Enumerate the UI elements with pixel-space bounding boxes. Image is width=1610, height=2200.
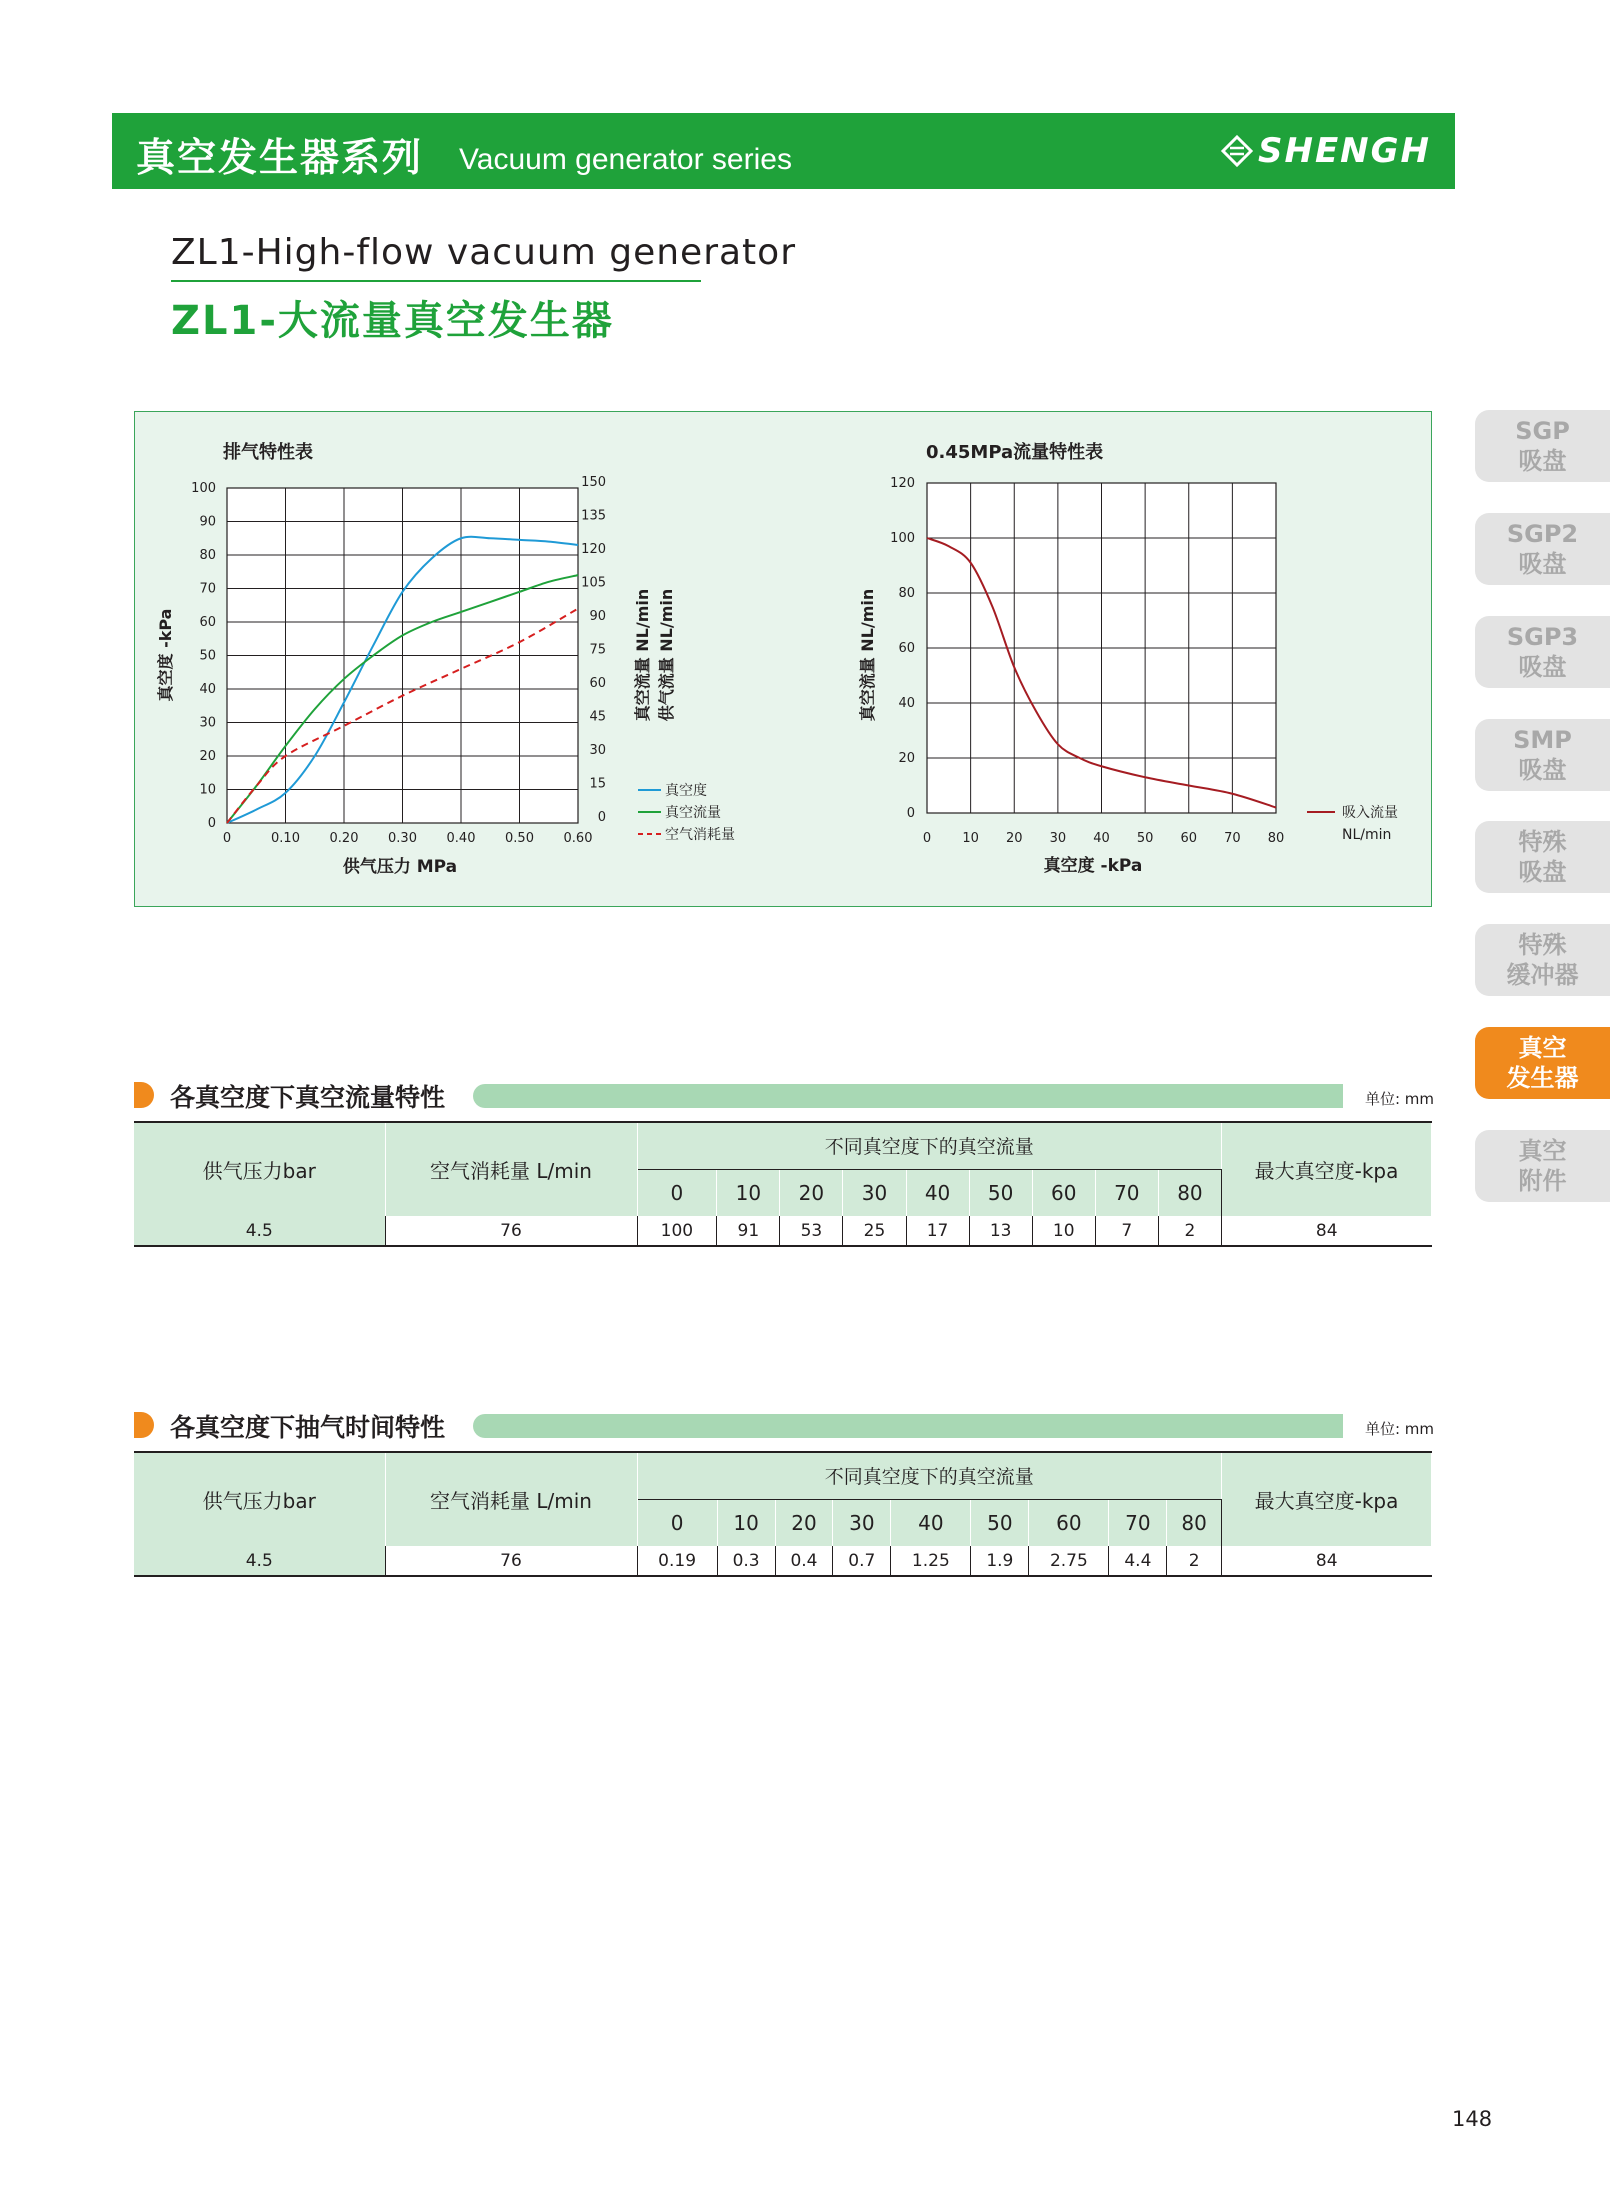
product-title-en: ZL1-High-flow vacuum generator bbox=[171, 232, 797, 273]
y2-axis-label: 供气流量 NL/min bbox=[657, 588, 676, 722]
category-tab[interactable] bbox=[1475, 924, 1610, 996]
cell-consumption: 76 bbox=[385, 1216, 637, 1246]
y2-tick-label: 90 bbox=[589, 609, 606, 624]
section-marker bbox=[134, 1412, 154, 1438]
level-head: 50 bbox=[969, 1169, 1032, 1216]
unit-label: 单位: mm bbox=[1364, 1090, 1434, 1108]
x-tick-label: 0 bbox=[922, 831, 932, 846]
x-tick-label: 20 bbox=[1005, 831, 1023, 846]
col-head-consumption: 空气消耗量 L/min bbox=[385, 1122, 637, 1216]
series-title-cn: 真空发生器系列 bbox=[136, 136, 424, 181]
x-tick-label: 0.20 bbox=[329, 831, 359, 846]
legend-label: 吸入流量 bbox=[1342, 805, 1398, 821]
y-axis-label: 真空度 -kPa bbox=[156, 608, 175, 702]
y2-tick-label: 60 bbox=[589, 676, 606, 691]
y-tick-label: 100 bbox=[191, 481, 216, 496]
tab-label: 缓冲器 bbox=[1506, 961, 1579, 989]
y2-tick-label: 150 bbox=[581, 475, 606, 490]
y-tick-label: 0 bbox=[906, 806, 915, 821]
y2-tick-label: 15 bbox=[589, 776, 606, 792]
category-tab[interactable] bbox=[1475, 616, 1610, 688]
level-head: 80 bbox=[1167, 1499, 1222, 1546]
tab-label: SGP bbox=[1515, 417, 1570, 445]
y2-tick-label: 30 bbox=[589, 743, 606, 758]
section-header-flow bbox=[134, 1078, 1434, 1112]
y-tick-label: 50 bbox=[199, 648, 216, 664]
y-tick-label: 60 bbox=[199, 615, 216, 630]
x-tick-label: 70 bbox=[1224, 831, 1241, 846]
tab-label: 吸盘 bbox=[1518, 447, 1567, 475]
y2-tick-label: 0 bbox=[597, 810, 606, 825]
chart-panel bbox=[134, 411, 1432, 907]
y-tick-label: 80 bbox=[898, 586, 915, 601]
level-head: 50 bbox=[971, 1499, 1029, 1546]
col-head-group: 不同真空度下的真空流量 bbox=[637, 1452, 1222, 1499]
tab-label: 附件 bbox=[1518, 1167, 1567, 1195]
section-marker bbox=[134, 1082, 154, 1108]
chart-title: 排气特性表 bbox=[223, 442, 313, 463]
y-tick-label: 100 bbox=[890, 531, 915, 546]
x-tick-label: 0.60 bbox=[563, 831, 593, 846]
category-tab[interactable] bbox=[1475, 1027, 1610, 1099]
series-title-en: Vacuum generator series bbox=[459, 143, 792, 176]
section-bar bbox=[473, 1414, 1343, 1438]
x-axis-label: 供气压力 MPa bbox=[342, 857, 458, 877]
tab-label: 发生器 bbox=[1506, 1064, 1579, 1092]
tab-label: 吸盘 bbox=[1518, 858, 1567, 886]
cell-pressure: 4.5 bbox=[134, 1216, 385, 1246]
cell-value: 91 bbox=[717, 1216, 780, 1246]
x-tick-label: 0.10 bbox=[271, 831, 300, 846]
tab-label: 特殊 bbox=[1518, 931, 1567, 959]
y2-tick-label: 105 bbox=[581, 575, 606, 591]
section-header-time bbox=[134, 1408, 1434, 1442]
cell-value: 10 bbox=[1032, 1216, 1095, 1246]
x-tick-label: 0.40 bbox=[446, 831, 476, 846]
x-tick-label: 60 bbox=[1180, 831, 1198, 846]
col-head-pressure: 供气压力bar bbox=[134, 1122, 385, 1216]
cell-value: 53 bbox=[780, 1216, 843, 1246]
x-tick-label: 30 bbox=[1049, 831, 1067, 846]
time-table bbox=[134, 1451, 1432, 1577]
tab-label: 真空 bbox=[1518, 1137, 1567, 1165]
cell-value: 1.9 bbox=[971, 1546, 1029, 1576]
y2-tick-label: 120 bbox=[581, 542, 606, 557]
y-tick-label: 80 bbox=[199, 548, 216, 563]
y-tick-label: 20 bbox=[898, 751, 915, 766]
y-tick-label: 60 bbox=[898, 641, 915, 656]
y-tick-label: 10 bbox=[199, 782, 216, 798]
level-head: 40 bbox=[906, 1169, 969, 1216]
legend-label: 真空度 bbox=[665, 783, 707, 799]
y-tick-label: 70 bbox=[199, 581, 216, 597]
product-title-cn: ZL1-大流量真空发生器 bbox=[171, 298, 614, 344]
table-row bbox=[134, 1546, 1432, 1576]
cell-max: 84 bbox=[1222, 1216, 1432, 1246]
y-tick-label: 90 bbox=[199, 514, 216, 530]
section-bar bbox=[473, 1084, 1343, 1108]
table-row bbox=[134, 1216, 1432, 1246]
level-head: 20 bbox=[780, 1169, 843, 1216]
y-tick-label: 40 bbox=[898, 696, 915, 711]
tab-label: 真空 bbox=[1518, 1034, 1567, 1062]
level-head: 80 bbox=[1158, 1169, 1221, 1216]
brand-logo bbox=[1220, 131, 1431, 171]
tab-label: 吸盘 bbox=[1518, 756, 1567, 784]
level-head: 0 bbox=[637, 1499, 717, 1546]
x-tick-label: 10 bbox=[962, 831, 979, 846]
y-axis-label: 真空流量 NL/min bbox=[858, 588, 877, 722]
x-tick-label: 0.30 bbox=[388, 831, 417, 846]
category-tab[interactable] bbox=[1475, 821, 1610, 893]
title-underline bbox=[171, 280, 701, 282]
x-axis-label: 真空度 -kPa bbox=[1043, 856, 1143, 876]
cell-value: 25 bbox=[843, 1216, 906, 1246]
tab-label: 吸盘 bbox=[1518, 653, 1567, 681]
col-head-max: 最大真空度-kpa bbox=[1222, 1452, 1432, 1546]
cell-value: 0.19 bbox=[637, 1546, 717, 1576]
level-head: 70 bbox=[1109, 1499, 1167, 1546]
flow-table bbox=[134, 1121, 1432, 1247]
y2-axis-label: 真空流量 NL/min bbox=[633, 588, 652, 722]
legend-label: 真空流量 bbox=[665, 805, 721, 821]
chart-title: 0.45MPa流量特性表 bbox=[926, 442, 1104, 463]
cell-pressure: 4.5 bbox=[134, 1546, 385, 1576]
level-head: 40 bbox=[891, 1499, 971, 1546]
cell-value: 4.4 bbox=[1109, 1546, 1167, 1576]
y-tick-label: 40 bbox=[199, 682, 216, 697]
charts-canvas bbox=[135, 412, 1433, 908]
level-head: 20 bbox=[775, 1499, 833, 1546]
level-head: 10 bbox=[717, 1169, 780, 1216]
section-title: 各真空度下抽气时间特性 bbox=[170, 1413, 446, 1442]
col-head-consumption: 空气消耗量 L/min bbox=[385, 1452, 637, 1546]
x-tick-label: 0.50 bbox=[505, 831, 534, 846]
x-tick-label: 0 bbox=[222, 831, 232, 846]
brand-name: SHENGH bbox=[1258, 131, 1431, 171]
level-head: 0 bbox=[637, 1169, 717, 1216]
col-head-max: 最大真空度-kpa bbox=[1222, 1122, 1432, 1216]
col-head-pressure: 供气压力bar bbox=[134, 1452, 385, 1546]
cell-value: 2 bbox=[1167, 1546, 1222, 1576]
category-tab[interactable] bbox=[1475, 719, 1610, 791]
y-tick-label: 20 bbox=[199, 749, 216, 764]
cell-value: 2.75 bbox=[1029, 1546, 1109, 1576]
tab-label: 吸盘 bbox=[1518, 550, 1567, 578]
cell-value: 0.3 bbox=[717, 1546, 775, 1576]
section-title: 各真空度下真空流量特性 bbox=[170, 1083, 446, 1112]
tab-label: SGP2 bbox=[1506, 520, 1579, 548]
cell-value: 0.7 bbox=[833, 1546, 891, 1576]
x-tick-label: 40 bbox=[1093, 831, 1110, 846]
y-tick-label: 120 bbox=[890, 476, 915, 491]
page-number: 148 bbox=[1452, 2107, 1493, 2131]
series-header bbox=[112, 113, 1455, 189]
cell-value: 17 bbox=[906, 1216, 969, 1246]
y-tick-label: 30 bbox=[199, 715, 216, 731]
cell-value: 1.25 bbox=[891, 1546, 971, 1576]
x-tick-label: 80 bbox=[1267, 831, 1285, 846]
y2-tick-label: 45 bbox=[589, 709, 606, 725]
category-tab[interactable] bbox=[1475, 1130, 1610, 1202]
level-head: 10 bbox=[717, 1499, 775, 1546]
y2-tick-label: 75 bbox=[589, 642, 606, 658]
category-tab[interactable] bbox=[1475, 513, 1610, 585]
tab-label: SMP bbox=[1513, 726, 1572, 754]
cell-value: 100 bbox=[637, 1216, 717, 1246]
diamond-logo-icon bbox=[1220, 134, 1254, 168]
tab-label: 特殊 bbox=[1518, 828, 1567, 856]
level-head: 30 bbox=[843, 1169, 906, 1216]
cell-value: 2 bbox=[1158, 1216, 1221, 1246]
col-head-group: 不同真空度下的真空流量 bbox=[637, 1122, 1222, 1169]
level-head: 60 bbox=[1032, 1169, 1095, 1216]
cell-value: 13 bbox=[969, 1216, 1032, 1246]
cell-consumption: 76 bbox=[385, 1546, 637, 1576]
y-tick-label: 0 bbox=[207, 816, 216, 831]
level-head: 70 bbox=[1095, 1169, 1158, 1216]
cell-max: 84 bbox=[1222, 1546, 1432, 1576]
cell-value: 7 bbox=[1095, 1216, 1158, 1246]
legend-label: 空气消耗量 bbox=[665, 827, 735, 843]
tab-label: SGP3 bbox=[1506, 623, 1579, 651]
category-tab[interactable] bbox=[1475, 410, 1610, 482]
level-head: 60 bbox=[1029, 1499, 1109, 1546]
y2-tick-label: 135 bbox=[581, 508, 606, 524]
legend-label: NL/min bbox=[1342, 827, 1392, 843]
cell-value: 0.4 bbox=[775, 1546, 833, 1576]
unit-label: 单位: mm bbox=[1364, 1420, 1434, 1438]
x-tick-label: 50 bbox=[1136, 831, 1154, 846]
level-head: 30 bbox=[833, 1499, 891, 1546]
